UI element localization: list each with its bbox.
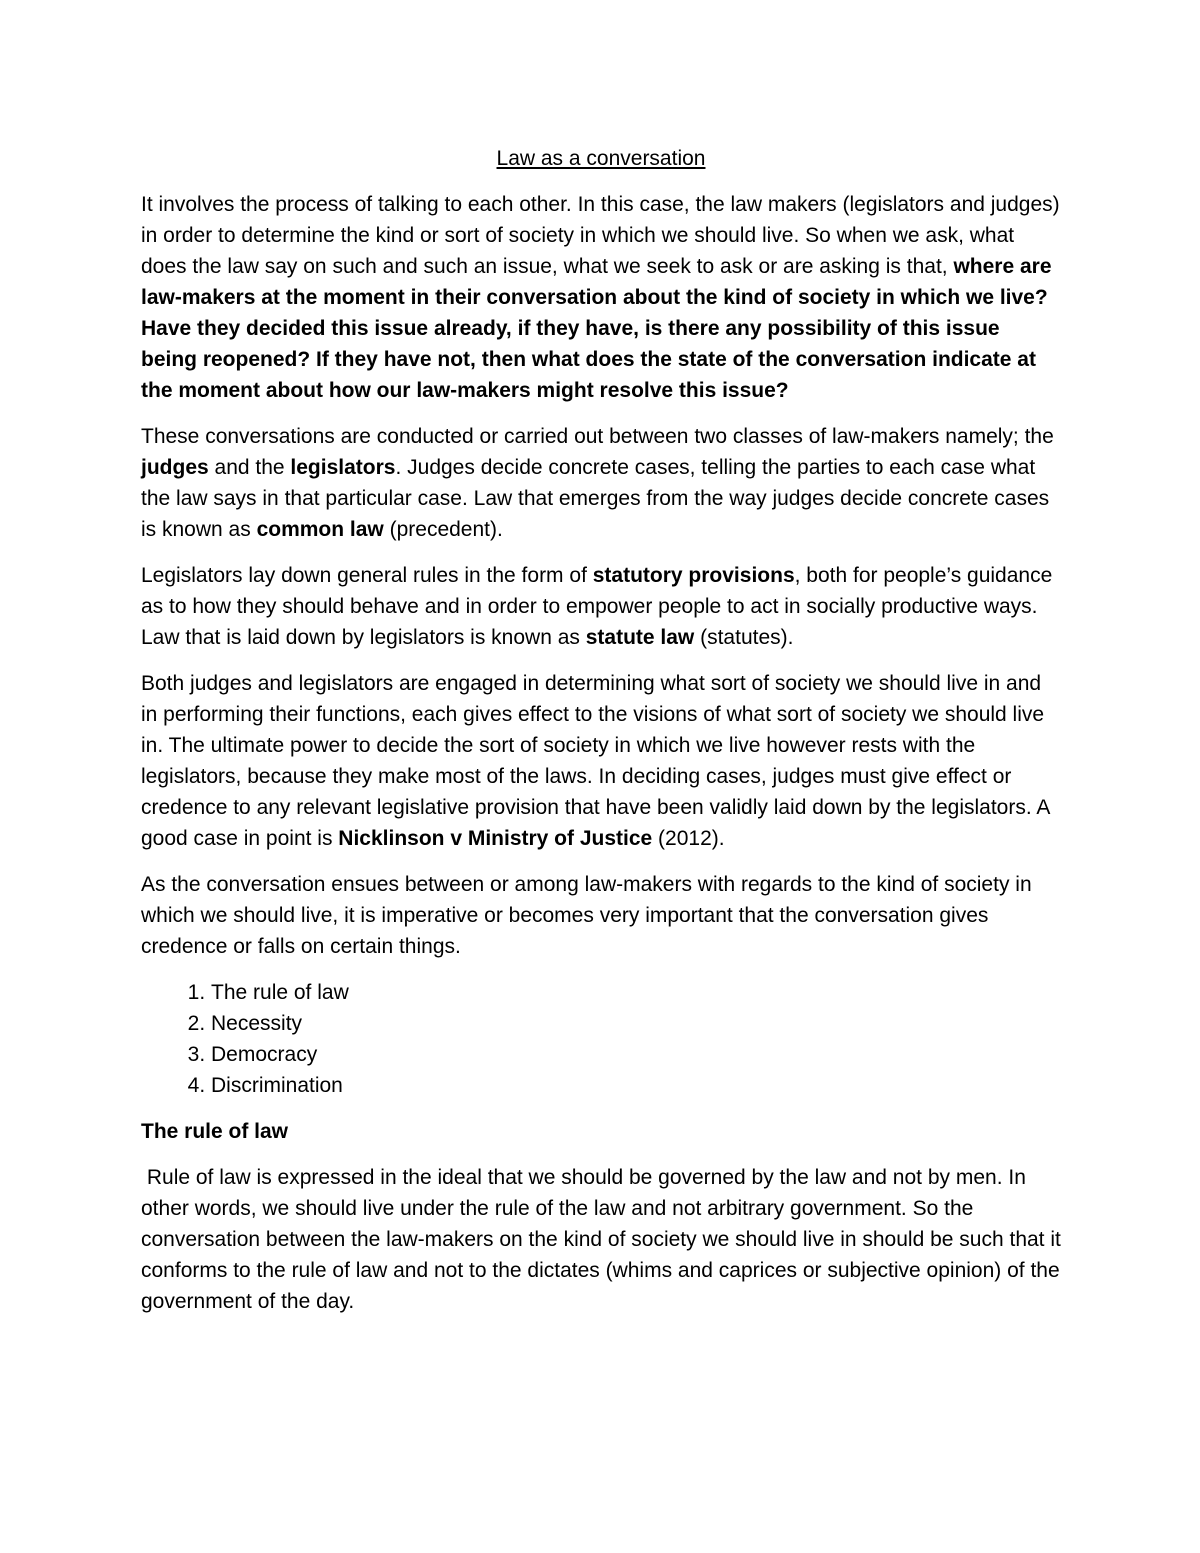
text-span: (statutes).: [694, 626, 794, 649]
paragraph-legislators: [141, 560, 1061, 653]
bold-term-statutory-provisions: statutory provisions: [592, 564, 795, 587]
text-span: Legislators lay down general rules in the form of: [141, 564, 593, 587]
bold-term-judges: judges: [141, 456, 209, 479]
bold-term-statute-law: statute law: [585, 626, 695, 649]
list-item: 4. Discrimination: [211, 1070, 1061, 1101]
topics-list: [141, 977, 1061, 1101]
intro-bold-text: where are law-makers at the moment in their conversation about the kind of society in which we live? Have they decided this issue already, if they have, is there any possibility of this issue being reopened? If they have not, then what does the state of the conversation indicate at the moment about how our law-makers might resolve this issue?: [141, 255, 1052, 402]
paragraph-conversation: As the conversation ensues between or among law-makers with regards to the kind of society in which we should live, it is imperative or becomes very important that the conversation gives credence or falls on certain things.: [141, 873, 1032, 958]
list-item: 3. Democracy: [211, 1039, 1061, 1070]
text-span: . Judges decide concrete cases, telling the parties to each case what the law says in that particular case. Law that emerges from the way judges decide concrete cases is known as: [141, 456, 1050, 541]
text-span: and the: [208, 456, 291, 479]
paragraph-both: [141, 668, 1061, 854]
bold-term-common-law: common law: [256, 518, 384, 541]
intro-text: It involves the process of talking to each other. In this case, the law makers (legislators and judges) in order to determine the kind or sort of society in which we should live. So when we ask, what does the law say on such and such an issue, what we seek to ask or are asking is that,: [141, 193, 1060, 278]
text-span: These conversations are conducted or carried out between two classes of law-makers namely; the: [141, 425, 1054, 448]
section-heading: The rule of law: [141, 1120, 289, 1143]
list-item: 1. The rule of law: [211, 977, 1061, 1008]
bold-case-name: Nicklinson v Ministry of Justice: [338, 827, 653, 850]
paragraph-rule-of-law: Rule of law is expressed in the ideal that we should be governed by the law and not by men. In other words, we should live under the rule of the law and not arbitrary government. So the conversation between the law-makers on the kind of society we should live in should be such that it conforms to the rule of law and not to the dictates (whims and caprices or subjective opinion) of the government of the day.: [141, 1166, 1067, 1313]
document-title: Law as a conversation: [496, 147, 706, 170]
text-span: , both for people’s guidance as to how they should behave and in order to empower people to act in socially productive ways. Law that is laid down by legislators is known as: [141, 564, 1053, 649]
text-span: (2012).: [652, 827, 725, 850]
document-page: [141, 143, 1067, 1332]
text-span: (precedent).: [383, 518, 503, 541]
bold-term-legislators: legislators: [290, 456, 396, 479]
paragraph-intro: [141, 189, 1061, 406]
text-span: Both judges and legislators are engaged in determining what sort of society we should live in and in performing their functions, each gives effect to the visions of what sort of society we should live in. The ultimate power to decide the sort of society in which we live however rests with the legislators, because they make most of the laws. In deciding cases, judges must give effect or credence to any relevant legislative provision that have been validly laid down by the legislators. A good case in point is: [141, 672, 1050, 850]
list-item: 2. Necessity: [211, 1008, 1061, 1039]
paragraph-judges: [141, 421, 1061, 545]
